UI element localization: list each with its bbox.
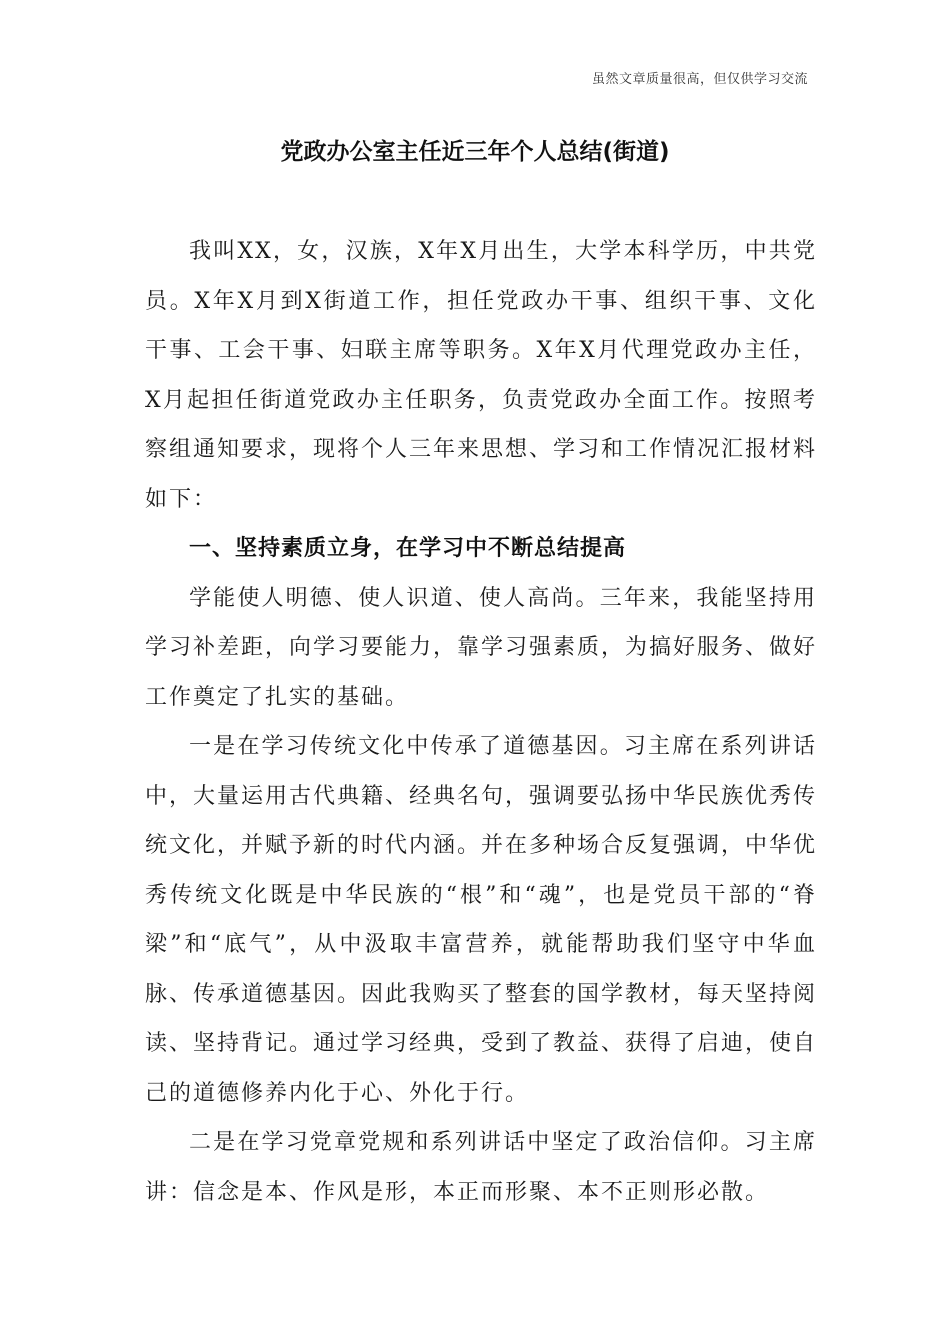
intro-paragraph: 我叫XX，女，汉族，X年X月出生，大学本科学历，中共党员。X年X月到X街道工作，担任党政办干事、组织干事、文化干事、工会干事、妇联主席等职务。X年X月代理党政办主任，X月起担任街道党政办主任职务，负责党政办全面工作。按照考察组通知要求，现将个人三年来思想、学习和工作情况汇报材料如下：	[145, 239, 818, 512]
body-paragraph: 学能使人明德、使人识道、使人高尚。三年来，我能坚持用学习补差距，向学习要能力，靠学习强素质，为搞好服务、做好工作奠定了扎实的基础。	[145, 585, 818, 710]
section-heading: 一、坚持素质立身，在学习中不断总结提高	[189, 536, 627, 561]
body-paragraph: 二是在学习党章党规和系列讲话中坚定了政治信仰。习主席讲：信念是本、作风是形，本正而形聚、本不正则形必散。	[145, 1130, 817, 1205]
document-title: 党政办公室主任近三年个人总结(街道)	[280, 139, 670, 165]
body-paragraph: 一是在学习传统文化中传承了道德基因。习主席在系列讲话中，大量运用古代典籍、经典名句，强调要弘扬中华民族优秀传统文化，并赋予新的时代内涵。并在多种场合反复强调，中华优秀传统文化既是中华民族的“根”和“魂”，也是党员干部的“脊梁”和“底气”，从中汲取丰富营养，就能帮助我们坚守中华血脉、传承道德基因。因此我购买了整套的国学教材，每天坚持阅读、坚持背记。通过学习经典，受到了教益、获得了启迪，使自己的道德修养内化于心、外化于行。	[145, 734, 818, 1106]
document-body	[145, 227, 817, 1217]
header-watermark: 虽然文章质量很高，但仅供学习交流	[591, 72, 808, 87]
